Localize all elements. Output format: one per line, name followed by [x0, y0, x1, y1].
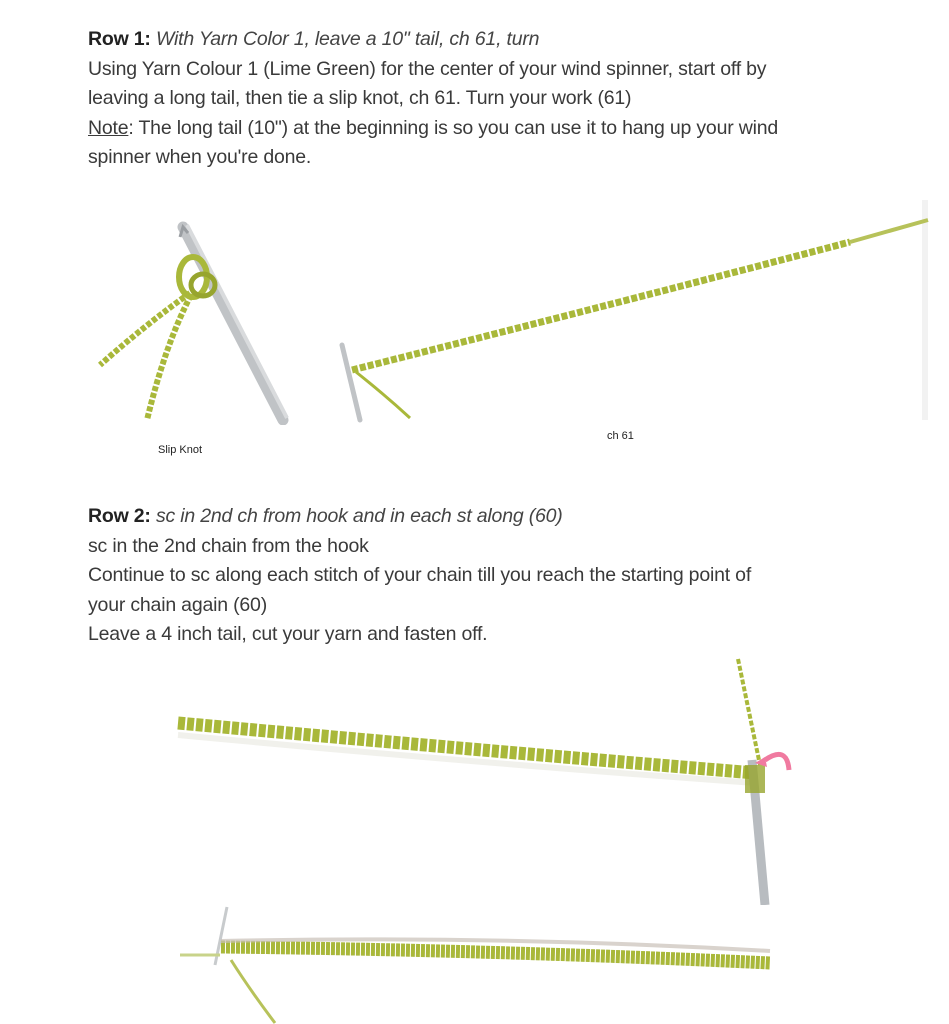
- row2-label: Row 2:: [88, 505, 151, 527]
- sc-start-photo: [175, 655, 805, 910]
- row1-heading: [88, 25, 888, 55]
- chain-photo: [330, 200, 930, 425]
- row1-section: [88, 25, 888, 173]
- sc-row-photo: [175, 905, 785, 1024]
- note-text: : The long tail (10") at the beginning is so you can use it to hang up your wind: [128, 116, 779, 139]
- slip-knot-caption: Slip Knot: [158, 444, 203, 456]
- row2-line-4: Leave a 4 inch tail, cut your yarn and fasten off.: [88, 623, 488, 645]
- row2-line-2: Continue to sc along each stitch of your chain till you reach the starting point of: [88, 564, 752, 586]
- row2-line-1: sc in the 2nd chain from the hook: [88, 534, 369, 557]
- row2-summary: sc in 2nd ch from hook and in each st along (60): [155, 505, 563, 527]
- row1-line-1: Using Yarn Colour 1 (Lime Green) for the center of your wind spinner, start off by: [88, 57, 767, 80]
- row1-line-2: leaving a long tail, then tie a slip knot, ch 61. Turn your work (61): [88, 87, 632, 109]
- slip-knot-photo: [95, 215, 310, 425]
- chain-caption: ch 61: [607, 430, 634, 442]
- row2-section: [88, 502, 888, 650]
- row1-label: Row 1:: [88, 28, 151, 50]
- row1-summary: With Yarn Color 1, leave a 10" tail, ch 61, turn: [155, 28, 540, 50]
- row1-note-cont: spinner when you're done.: [88, 146, 312, 168]
- row1-note: [88, 114, 888, 144]
- note-label: Note: [88, 116, 129, 139]
- row2-heading: [88, 502, 888, 532]
- row2-line-3: your chain again (60): [88, 593, 267, 616]
